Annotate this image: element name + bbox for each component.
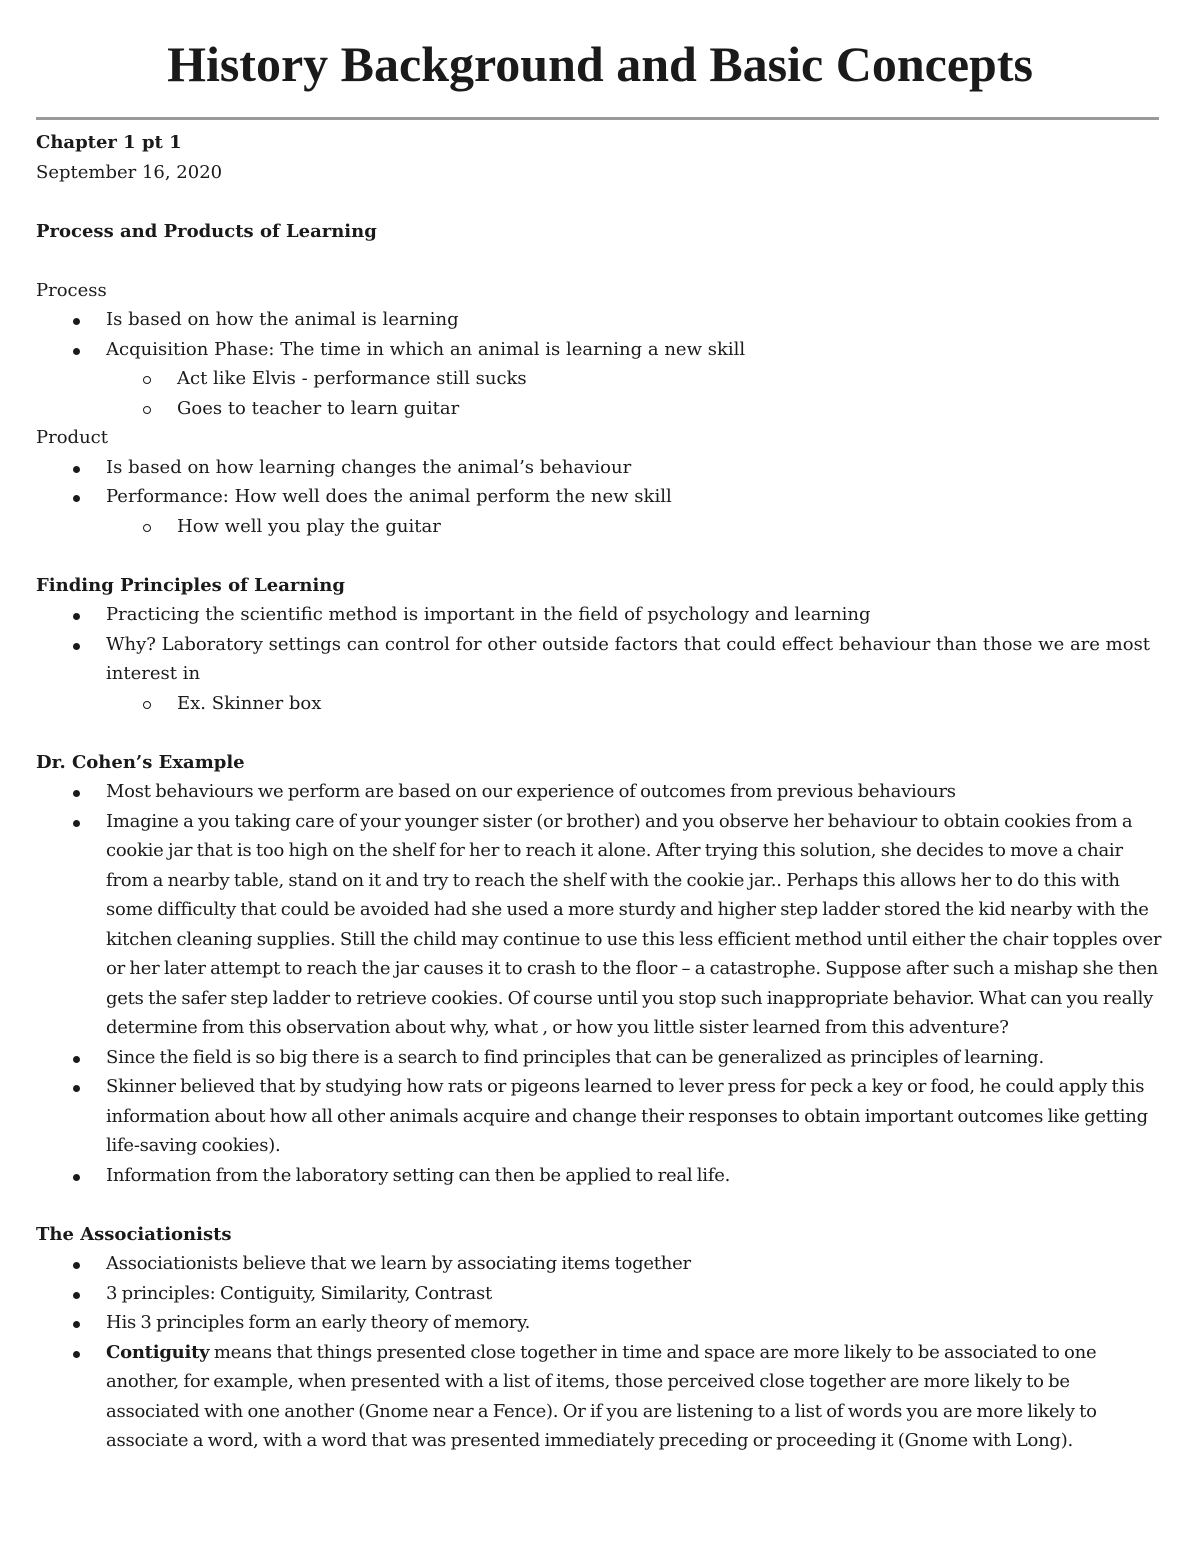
contiguity-text: means that things presented close together in time and space are more likely to be associated to one another, for example, when presented with a list of items, those perceived close together are more likely to be associated with one another (Gnome near a Fence). Or if you are listening to a list of words you are more likely to associate a word, with a word that was presented immediately preceding or proceeding it (Gnome with Long).: [106, 1341, 1097, 1451]
finding-list: [36, 600, 1166, 718]
associationists-list: [36, 1249, 1166, 1456]
list-item: Imagine a you taking care of your younger sister (or brother) and you observe her behaviour to obtain cookies from a cookie jar that is too high on the shelf for her to reach it alone. After trying this solution, she decides to move a chair from a nearby table, stand on it and try to reach the shelf with the cookie jar.. Perhaps this allows her to do this with some difficulty that could be avoided had she used a more sturdy and higher step ladder stored the kid nearby with the kitchen cleaning supplies. Still the child may continue to use this less efficient method until either the chair topples over or her later attempt to reach the jar causes it to crash to the floor – a catastrophe. Suppose after such a mishap she then gets the safer step ladder to retrieve cookies. Of course until you stop such inappropriate behavior. What can you really determine from this observation about why, what , or how you little sister learned from this adventure?: [36, 807, 1166, 1043]
product-list: [36, 453, 1166, 542]
list-item: Is based on how learning changes the animal’s behaviour: [36, 453, 1166, 483]
list-item: Is based on how the animal is learning: [36, 305, 1166, 335]
section-heading-finding: Finding Principles of Learning: [36, 574, 345, 596]
sublist-item: Goes to teacher to learn guitar: [36, 394, 1166, 424]
list-item: His 3 principles form an early theory of memory.: [36, 1308, 1166, 1338]
list-item: Associationists believe that we learn by associating items together: [36, 1249, 1166, 1279]
section-heading-associationists: The Associationists: [36, 1223, 232, 1245]
list-item: [36, 482, 1166, 541]
list-item: 3 principles: Contiguity, Similarity, Contrast: [36, 1279, 1166, 1309]
finding-sublist: [106, 689, 1166, 719]
sublist-item: Ex. Skinner box: [36, 689, 1166, 719]
list-item: Practicing the scientific method is important in the field of psychology and learning: [36, 600, 1166, 630]
list-item: Since the field is so big there is a search to find principles that can be generalized as principles of learning.: [36, 1043, 1166, 1073]
list-item: Skinner believed that by studying how rats or pigeons learned to lever press for peck a key or food, he could apply this information about how all other animals acquire and change their responses to obtain important outcomes like getting life-saving cookies).: [36, 1072, 1166, 1161]
list-item: [36, 630, 1166, 719]
title-divider: [36, 117, 1159, 120]
date-label: September 16, 2020: [36, 161, 223, 183]
process-sublist: [106, 364, 1166, 423]
sublist-item: How well you play the guitar: [36, 512, 1166, 542]
document-title: History Background and Basic Concepts: [167, 36, 1033, 92]
chapter-label: Chapter 1 pt 1: [36, 132, 182, 153]
product-sublist: [106, 512, 1166, 542]
contiguity-term: Contiguity: [106, 1341, 210, 1363]
process-list: [36, 305, 1166, 423]
product-label: Product: [36, 427, 108, 448]
list-item-text: Why? Laboratory settings can control for other outside factors that could effect behaviour than those we are most interest in: [106, 633, 1151, 684]
section-heading-process-products: Process and Products of Learning: [36, 220, 377, 242]
list-item-text: Acquisition Phase: The time in which an animal is learning a new skill: [106, 338, 746, 360]
list-item: Information from the laboratory setting can then be applied to real life.: [36, 1161, 1166, 1191]
section-heading-cohen: Dr. Cohen’s Example: [36, 751, 245, 773]
list-item: [36, 335, 1166, 424]
list-item-text: Performance: How well does the animal perform the new skill: [106, 486, 672, 507]
cohen-list: [36, 777, 1166, 1190]
process-label: Process: [36, 279, 107, 301]
list-item: Most behaviours we perform are based on our experience of outcomes from previous behaviours: [36, 777, 1166, 807]
list-item-contiguity: [36, 1338, 1166, 1456]
sublist-item: Act like Elvis - performance still sucks: [36, 364, 1166, 394]
document-body: [36, 128, 1166, 1456]
